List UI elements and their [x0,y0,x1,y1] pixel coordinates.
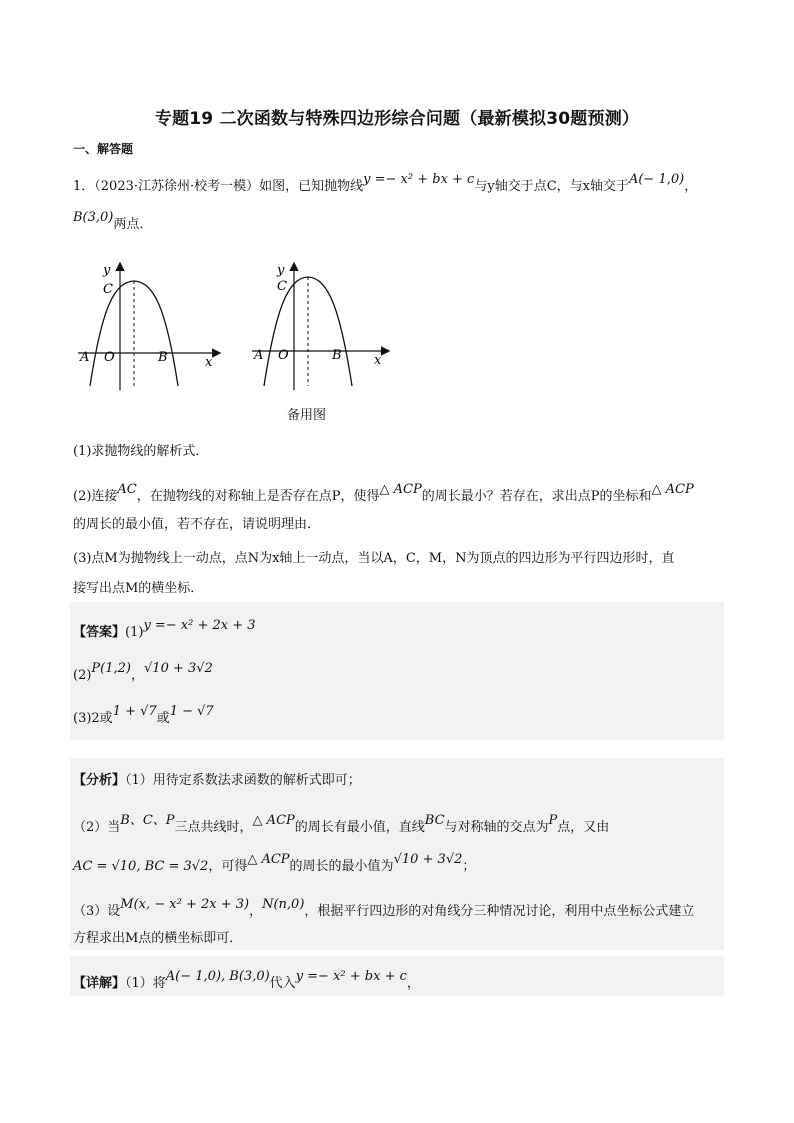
point-n: N(n,0) [262,897,305,912]
detail-label: 【详解】 [73,976,126,991]
label-o: O [278,348,289,363]
figure-parabola-main [74,258,224,398]
answer-2-value: √10 + 3√2 [144,661,213,676]
point-b-coords: B(3,0) [73,210,114,225]
label-c: C [277,279,287,294]
question-intro-a: 如图，已知抛物线 [259,179,364,194]
answer-1-equation: y =− x² + 2x + 3 [143,618,256,633]
analysis-p1: （1）用待定系数法求函数的解析式即可； [125,773,361,788]
question-number: 1． [73,179,95,194]
analysis-line-2 [73,813,610,837]
label-a: A [254,348,264,363]
analysis-p3-b: ，根据平行四边形的对角线分三种情况讨论，利用中点坐标公式建立 [304,904,695,919]
analysis-p3-a: （3）设 [73,904,121,919]
question-line-2 [73,210,153,234]
part-2-line-2: 的周长的最小值，若不存在，请说明理由． [73,517,321,532]
analysis-label: 【分析】 [73,773,126,788]
analysis-p2-c: 的周长有最小值，直线 [294,820,425,835]
analysis-p2-h: ； [462,859,476,874]
analysis-p2-d: 与对称轴的交点为 [444,820,549,835]
answer-2-point: P(1,2) [91,661,131,676]
detail-equation: y =− x² + bx + c [295,969,407,984]
analysis-line-4 [73,897,695,921]
analysis-line-5: 方程求出M点的横坐标即可． [73,931,243,946]
answer-line-1 [73,618,256,642]
segment-ac: AC [117,482,137,497]
answer-2-sep: ， [131,668,145,683]
answer-3-value-1: 1 + √7 [112,704,157,719]
analysis-p2-e: 点，又由 [557,820,610,835]
analysis-p2-f: ，可得 [208,859,248,874]
answer-label: 【答案】 [73,625,126,640]
answer-1-prefix: (1) [125,625,144,640]
part-2-line-1 [73,482,694,506]
answer-3-prefix: (3)2或 [73,711,113,726]
triangle-acp: △ ACP [379,482,422,497]
label-b: B [158,350,168,365]
part-2-text-b: ，在抛物线的对称轴上是否存在点P，使得 [136,489,380,504]
answer-line-3 [73,704,214,728]
analysis-p2-a: （2）当 [73,820,121,835]
analysis-p2-b: 三点共线时， [174,820,253,835]
question-intro-b: 与y轴交于点C，与x轴交于 [474,179,629,194]
triangle-acp: △ ACP [651,482,694,497]
detail-points: A(− 1,0), B(3,0) [165,969,270,984]
page-title: 专题19 二次函数与特殊四边形综合问题（最新模拟30题预测） [154,109,640,129]
label-y: y [103,263,111,278]
part-3-line-1: (3)点M为抛物线上一动点，点N为x轴上一动点，当以A，C，M，N为顶点的四边形为平行四边形时，直 [73,551,675,566]
part-2-text-c: 的周长最小？若存在，求出点P的坐标和 [421,489,652,504]
part-1: (1)求抛物线的解析式． [73,444,209,459]
detail-d1-a: （1）将 [125,976,166,991]
analysis-line-1 [73,772,361,790]
points-bcp: B、C、P [120,813,175,828]
triangle-acp: △ ACP [252,813,295,828]
line-bc: BC [424,813,445,828]
analysis-p2-g: 的周长的最小值为 [289,859,394,874]
ac-bc-values: AC = √10, BC = 3√2 [73,859,209,874]
label-a: A [80,350,90,365]
section-heading: 一、解答题 [73,142,134,156]
label-c: C [103,282,113,297]
point-a-coords: A(− 1,0) [628,172,685,187]
label-x: x [374,353,382,368]
figure-caption: 备用图 [287,408,327,423]
point-m: M(x, − x² + 2x + 3) [120,897,250,912]
question-intro-c: 两点． [113,217,153,232]
answer-2-prefix: (2) [73,668,92,683]
question-source: （2023·江苏徐州·校考一模） [94,179,260,194]
triangle-acp: △ ACP [247,852,290,867]
label-x: x [205,355,213,370]
part-2-text-a: (2)连接 [73,489,118,504]
question-line-1 [73,172,698,196]
detail-line-1 [73,969,420,993]
label-y: y [277,263,285,278]
comma: ， [684,179,698,194]
parabola-equation: y =− x² + bx + c [363,172,475,187]
answer-3-or: 或 [156,711,170,726]
analysis-line-3 [73,852,476,876]
min-perimeter-value: √10 + 3√2 [393,852,463,867]
label-o: O [104,350,115,365]
figure-parabola-backup [248,258,398,398]
answer-line-2 [73,661,213,685]
detail-d1-b: 代入 [269,976,296,991]
label-b: B [332,348,342,363]
point-p: P [548,813,558,828]
analysis-p3-sep: ， [249,904,263,919]
answer-3-value-2: 1 − √7 [169,704,214,719]
detail-d1-c: ， [406,976,420,991]
part-3-line-2: 接写出点M的横坐标． [73,581,204,596]
